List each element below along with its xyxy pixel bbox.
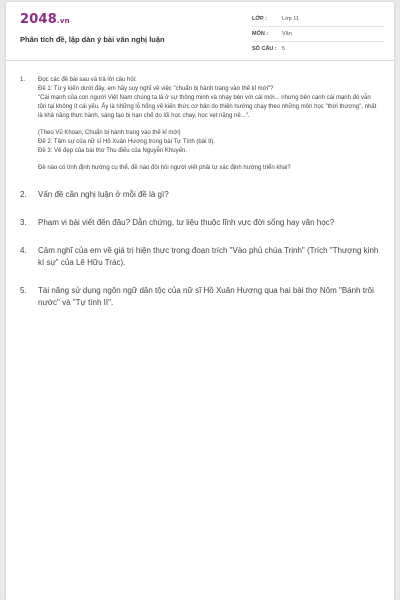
meta-value: Lớp 11 [282,16,299,22]
question-item [20,217,380,229]
question-text: Phạm vi bài viết đến đâu? Dẫn chứng, tư liệu thuộc lĩnh vực đời sống hay văn học? [38,218,335,227]
question-text: "Cái mạnh của con người Việt Nam chúng ta là ở sự thông minh và nhạy bén với cái mới... nhưng bên cạnh cái mạnh đó vẫn tồn tại không ít cái yếu. Ấy là những lỗ hổng về kiến thức cơ bản do thiên hướng chạy theo những môn học "thời thượng", nhất là khả năng thực hành, sáng tạo bị hạn chế do lối học chay, học vẹt nặng nề...". [38,95,377,119]
question-item [20,285,380,309]
question-number: 2. [20,190,27,199]
question-text: Đề 3: Vẻ đẹp của bài thơ Thu điếu của Nguyễn Khuyến. [38,148,187,154]
question-number: 4. [20,246,27,255]
meta-row-subject [252,27,384,42]
question-body [38,76,380,173]
question-text: Đề nào có tính định hướng cụ thể, đề nào đòi hỏi người viết phải tự xác định hướng triển khai? [38,165,291,171]
page-title: Phân tích đề, lập dàn ý bài văn nghị luận [20,35,165,44]
question-list [20,76,380,325]
worksheet-meta [252,12,384,56]
question-text: Cảm nghĩ của em về giá trị hiện thực trong đoạn trích "Vào phủ chúa Trịnh" (Trích "Thượng kinh kí sự" của Lê Hữu Trác). [38,246,379,267]
question-item [20,76,380,173]
question-text: (Theo Vũ Khoan, Chuẩn bị hành trang vào thế kỉ mới) [38,130,181,136]
question-text: Đọc các đề bài sau và trả lời câu hỏi: [38,77,137,83]
site-logo[interactable] [20,12,70,27]
worksheet-page [6,2,394,600]
meta-row-class [252,12,384,27]
meta-label: LỚP : [252,16,267,22]
meta-value: Văn [282,31,292,37]
question-number: 3. [20,218,27,227]
logo-tld: .vn [56,17,70,25]
worksheet-header [6,2,394,61]
meta-label: SỐ CÂU : [252,46,277,52]
question-text: Tài năng sử dụng ngôn ngữ dân tộc của nữ sĩ Hồ Xuân Hương qua hai bài thơ Nôm "Bánh trôi nước" và "Tự tình II". [38,286,374,307]
question-item [20,189,380,201]
meta-label: MÔN : [252,31,269,37]
question-text: Đề 2: Tâm sự của nữ sĩ Hồ Xuân Hương trong bài Tự Tình (bài II). [38,139,216,145]
question-item [20,245,380,269]
question-number: 1. [20,77,26,83]
question-text: Đề 1: Từ ý kiến dưới đây, em hãy suy nghĩ về việc "chuẩn bị hành trang vào thế kỉ mới"? [38,86,274,92]
logo-main: 2048 [20,12,57,27]
meta-value: 5 [282,46,286,52]
meta-row-count [252,42,384,56]
question-number: 5. [20,286,27,295]
question-text: Vấn đề cần nghị luận ở mỗi đề là gì? [38,190,169,199]
